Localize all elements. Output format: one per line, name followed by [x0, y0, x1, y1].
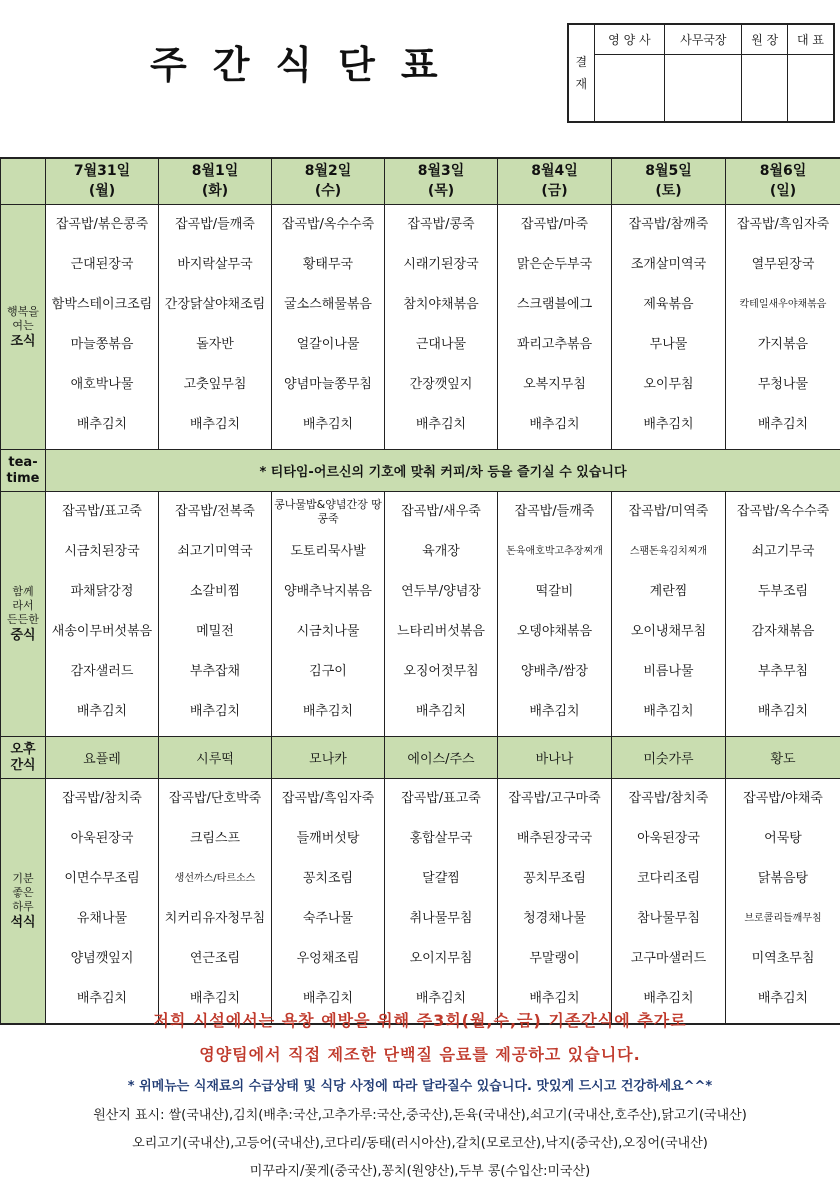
menu-item: 시래기된장국 [403, 256, 479, 272]
approval-nutritionist: 영 양 사 [594, 24, 665, 54]
menu-item: 마늘쫑볶음 [70, 336, 134, 352]
origin-line-2: 오리고기(국내산),고등어(국내산),코다리/동태(러시아산),갈치(모로코산),낙지(중국산),오징어(국내산) [132, 1136, 708, 1151]
lunch-cell [159, 491, 272, 736]
menu-item: 배추김치 [529, 703, 580, 719]
menu-item: 생선까스/타르소스 [174, 872, 256, 884]
menu-item: 숙주나물 [302, 910, 354, 926]
day-header [726, 158, 840, 204]
menu-item: 부추무침 [757, 663, 809, 679]
lunch-cell [498, 491, 612, 736]
menu-item: 배추김치 [415, 703, 467, 719]
menu-item: 배추김치 [757, 990, 809, 1006]
dinner-label [1, 778, 46, 1024]
approval-sign-nutritionist [594, 54, 665, 122]
approval-ceo: 대 표 [788, 24, 834, 54]
menu-item: 느타리버섯볶음 [397, 623, 485, 639]
snack-label-line: 간식 [10, 758, 36, 773]
menu-item: 배추된장국국 [516, 830, 593, 846]
breakfast-cell [272, 204, 385, 449]
dinner-label-main: 석식 [10, 914, 36, 930]
menu-item: 근대나물 [415, 336, 467, 352]
menu-item: 스크램블에그 [516, 296, 593, 312]
menu-item: 유채나물 [76, 910, 128, 926]
menu-item: 오이지무침 [409, 950, 473, 966]
day-date: 8월4일 [531, 163, 578, 180]
dinner-cell [498, 778, 612, 1024]
menu-item: 잡곡밥/볶은콩죽 [55, 216, 149, 232]
menu-item: 청경채나물 [523, 910, 586, 926]
dinner-row [1, 778, 840, 1024]
snack-row [1, 736, 840, 778]
breakfast-cell [726, 204, 840, 449]
protein-drink-notice-line2: 영양팀에서 직접 제조한 단백질 음료를 제공하고 있습니다. [199, 1045, 641, 1064]
menu-item: 두부조림 [757, 583, 809, 599]
menu-item: 김구이 [309, 663, 347, 679]
menu-item: 열무된장국 [751, 256, 815, 272]
menu-item: 이면수무조림 [64, 870, 140, 886]
approval-director: 원 장 [742, 24, 788, 54]
menu-item: 배추김치 [189, 990, 241, 1006]
menu-item: 양배추낙지볶음 [284, 583, 372, 599]
menu-item: 잡곡밥/표고죽 [62, 503, 142, 519]
menu-item: 감자채볶음 [751, 623, 815, 639]
menu-item: 오이무침 [643, 376, 694, 392]
menu-item: 꽈리고추볶음 [516, 336, 593, 352]
menu-item: 어묵탕 [764, 830, 802, 846]
breakfast-row [1, 204, 840, 449]
menu-item: 제육볶음 [643, 296, 694, 312]
breakfast-label-main: 조식 [10, 333, 36, 349]
day-date: 8월1일 [191, 163, 239, 180]
menu-item: 굴소스해물볶음 [284, 296, 372, 312]
dinner-cell [726, 778, 840, 1024]
menu-item: 오이냉채무침 [630, 623, 707, 639]
menu-item: 배추김치 [302, 703, 354, 719]
approval-sign-ceo [788, 54, 834, 122]
dinner-label-line: 좋은 [12, 885, 34, 899]
menu-item: 오징어젓무침 [403, 663, 479, 679]
day-header [46, 158, 159, 204]
menu-item: 참치야채볶음 [403, 296, 479, 312]
menu-item: 부추잡채 [189, 663, 241, 679]
menu-item: 배추김치 [757, 416, 809, 432]
breakfast-cell [159, 204, 272, 449]
menu-item: 잡곡밥/들깨죽 [175, 216, 255, 232]
approval-sign-secretary-general [665, 54, 742, 122]
menu-item: 계란찜 [649, 583, 688, 599]
menu-item: 잡곡밥/표고죽 [401, 790, 481, 806]
menu-item: 잡곡밥/고구마죽 [508, 790, 601, 806]
day-header [385, 158, 498, 204]
menu-item: 배추김치 [643, 703, 694, 719]
notice-section [0, 1004, 840, 1185]
lunch-label-line: 든든한 [7, 612, 39, 626]
snack-cell: 에이스/주스 [385, 736, 498, 778]
menu-item: 감자샐러드 [70, 663, 134, 679]
breakfast-label-line: 여는 [12, 318, 34, 332]
teatime-label-line: time [6, 471, 40, 486]
menu-item: 배추김치 [757, 703, 809, 719]
teatime-notice: * 티타임-어르신의 기호에 맞춰 커피/차 등을 즐기실 수 있습니다 [46, 449, 840, 491]
menu-item: 도토리묵사발 [290, 543, 366, 559]
menu-item: 얼갈이나물 [296, 336, 360, 352]
day-header [272, 158, 385, 204]
menu-item: 바지락살무국 [177, 256, 253, 272]
lunch-cell [726, 491, 840, 736]
menu-item: 시금치나물 [296, 623, 360, 639]
menu-item: 양념마늘쫑무침 [284, 376, 372, 392]
menu-item: 배추김치 [643, 990, 694, 1006]
menu-item: 잡곡밥/콩죽 [407, 216, 475, 232]
menu-item: 꽁치무조림 [523, 870, 586, 886]
menu-item: 오복지무침 [523, 376, 586, 392]
day-date: 8월3일 [417, 163, 465, 180]
menu-item: 무나물 [649, 336, 688, 352]
menu-item: 육개장 [422, 543, 460, 559]
day-weekday: (목) [427, 183, 455, 200]
menu-item: 파채닭강정 [70, 583, 134, 599]
menu-change-notice: * 위메뉴는 식재료의 수급상태 및 식당 사정에 따라 달라질수 있습니다. 맛있게 드시고 건강하세요^^* [127, 1079, 713, 1094]
menu-item: 잡곡밥/흑임자죽 [736, 216, 830, 232]
dinner-cell [46, 778, 159, 1024]
menu-item: 쇠고기미역국 [177, 543, 253, 559]
day-weekday: (일) [769, 183, 797, 200]
snack-cell: 바나나 [498, 736, 612, 778]
teatime-label-line: tea- [8, 455, 38, 470]
dinner-cell [159, 778, 272, 1024]
menu-item: 양배추/쌈장 [520, 663, 589, 679]
menu-item: 함박스테이크조림 [51, 296, 153, 312]
day-header [612, 158, 726, 204]
menu-item: 고춧잎무침 [183, 376, 247, 392]
protein-drink-notice-line1: 저희 시설에서는 욕창 예방을 위해 주3회(월,수,금) 기존간식에 추가로 [153, 1011, 687, 1030]
menu-item: 시금치된장국 [64, 543, 140, 559]
teatime-label [1, 449, 46, 491]
menu-item: 메밀전 [196, 623, 234, 639]
menu-item: 잡곡밥/흑임자죽 [281, 790, 375, 806]
menu-item: 배추김치 [415, 990, 467, 1006]
breakfast-cell [498, 204, 612, 449]
menu-item: 양념깻잎지 [70, 950, 134, 966]
menu-item: 돌자반 [196, 336, 234, 352]
menu-item: 연근조림 [189, 950, 241, 966]
menu-item: 참나물무침 [637, 910, 700, 926]
menu-item: 잡곡밥/참치죽 [628, 790, 709, 806]
dinner-label-line: 하루 [12, 899, 34, 913]
origin-line-1: 원산지 표시: 쌀(국내산),김치(배추:국산,고추가루:국산,중국산),돈육(국내산),쇠고기(국내산,호주산),닭고기(국내산) [93, 1108, 747, 1123]
day-header [498, 158, 612, 204]
menu-item: 오뎅야채볶음 [516, 623, 593, 639]
day-date: 8월2일 [304, 163, 352, 180]
corner-cell [1, 158, 46, 204]
menu-item: 배추김치 [529, 990, 580, 1006]
menu-item: 우엉채조림 [296, 950, 360, 966]
menu-item: 배추김치 [643, 416, 694, 432]
breakfast-cell [46, 204, 159, 449]
menu-item: 잡곡밥/야채죽 [743, 790, 823, 806]
menu-item: 홍합살무국 [409, 830, 473, 846]
menu-item: 코다리조림 [637, 870, 700, 886]
teatime-row [1, 449, 840, 491]
menu-item: 잡곡밥/들깨죽 [514, 503, 595, 519]
lunch-row [1, 491, 840, 736]
menu-item: 배추김치 [189, 416, 241, 432]
menu-item: 잡곡밥/옥수수죽 [736, 503, 830, 519]
menu-item: 배추김치 [76, 703, 128, 719]
approval-secretary-general: 사무국장 [665, 24, 742, 54]
dinner-cell [612, 778, 726, 1024]
lunch-label [1, 491, 46, 736]
menu-item: 연두부/양념장 [401, 583, 481, 599]
menu-item: 새송이무버섯볶음 [51, 623, 153, 639]
lunch-cell [612, 491, 726, 736]
menu-item: 들깨버섯탕 [296, 830, 360, 846]
menu-item: 크림스프 [189, 830, 241, 846]
breakfast-label-line: 행복을 [7, 304, 39, 318]
day-date: 7월31일 [73, 163, 131, 180]
page-title: 주간식단표 [150, 43, 464, 87]
menu-item: 칵테일새우야채볶음 [739, 298, 827, 310]
menu-item: 닭볶음탕 [757, 870, 809, 886]
menu-item: 배추김치 [76, 416, 128, 432]
menu-item: 황태무국 [302, 256, 354, 272]
menu-item: 돈육애호박고추장찌개 [506, 545, 603, 557]
day-header-row [1, 158, 840, 204]
menu-item: 아욱된장국 [70, 830, 134, 846]
breakfast-cell [612, 204, 726, 449]
snack-cell: 미숫가루 [612, 736, 726, 778]
menu-item: 치커리유자청무침 [164, 910, 266, 926]
menu-item: 고구마샐러드 [630, 950, 707, 966]
menu-item: 잡곡밥/마죽 [520, 216, 589, 232]
day-header [159, 158, 272, 204]
menu-item: 간장닭살야채조림 [164, 296, 266, 312]
snack-cell: 시루떡 [159, 736, 272, 778]
menu-item: 맑은순두부국 [516, 256, 593, 272]
menu-item: 잡곡밥/참치죽 [62, 790, 142, 806]
menu-item: 미역초무침 [751, 950, 815, 966]
menu-item: 배추김치 [189, 703, 241, 719]
menu-item: 떡갈비 [535, 583, 574, 599]
day-date: 8월5일 [645, 163, 692, 180]
approval-side-label-2: 재 [575, 77, 588, 91]
menu-item: 배추김치 [529, 416, 580, 432]
menu-item: 배추김치 [415, 416, 467, 432]
snack-cell: 모나카 [272, 736, 385, 778]
menu-item: 스팸돈육김치찌개 [629, 545, 708, 557]
menu-item: 조개살미역국 [630, 256, 707, 272]
menu-item: 비름나물 [643, 663, 694, 679]
menu-item: 브로콜리들깨무침 [744, 912, 822, 924]
menu-item: 가지볶음 [757, 336, 809, 352]
menu-item: 배추김치 [76, 990, 128, 1006]
menu-item: 무청나물 [757, 376, 809, 392]
day-weekday: (수) [314, 183, 342, 200]
approval-side-label [568, 24, 594, 122]
menu-item: 아욱된장국 [637, 830, 700, 846]
lunch-label-main: 중식 [10, 627, 36, 643]
menu-item: 취나물무침 [409, 910, 473, 926]
day-weekday: (월) [88, 183, 116, 200]
lunch-label-line: 라서 [12, 598, 34, 612]
menu-item: 무말랭이 [529, 950, 580, 966]
menu-item: 배추김치 [302, 990, 354, 1006]
menu-item: 잡곡밥/전복죽 [175, 503, 255, 519]
snack-cell: 황도 [726, 736, 840, 778]
dinner-cell [272, 778, 385, 1024]
menu-item: 꽁치조림 [302, 870, 354, 886]
menu-item: 잡곡밥/단호박죽 [168, 790, 262, 806]
lunch-cell [272, 491, 385, 736]
day-weekday: (화) [201, 183, 229, 200]
approval-box [567, 23, 835, 123]
weekly-menu-table [0, 157, 840, 1025]
snack-label-line: 오후 [10, 742, 36, 757]
dinner-cell [385, 778, 498, 1024]
menu-item: 콩나물밥&양념간장 땅콩죽 [274, 497, 382, 525]
menu-item: 잡곡밥/참깨죽 [628, 216, 709, 232]
snack-cell: 요플레 [46, 736, 159, 778]
menu-item: 달걀찜 [422, 870, 460, 886]
dinner-label-line: 기분 [12, 871, 34, 885]
day-date: 8월6일 [759, 163, 807, 180]
menu-item: 배추김치 [302, 416, 354, 432]
menu-item: 잡곡밥/새우죽 [401, 503, 481, 519]
day-weekday: (토) [655, 183, 682, 200]
lunch-cell [46, 491, 159, 736]
menu-item: 쇠고기무국 [751, 543, 815, 559]
breakfast-cell [385, 204, 498, 449]
snack-label [1, 736, 46, 778]
menu-item: 간장깻잎지 [409, 376, 473, 392]
menu-item: 잡곡밥/옥수수죽 [281, 216, 375, 232]
day-weekday: (금) [541, 183, 568, 200]
origin-line-3: 미꾸라지/꽃게(중국산),꽁치(원양산),두부 콩(수입산:미국산) [249, 1164, 591, 1179]
breakfast-label [1, 204, 46, 449]
approval-side-label-1: 결 [575, 55, 588, 69]
menu-item: 애호박나물 [70, 376, 134, 392]
menu-item: 소갈비찜 [189, 583, 241, 599]
approval-sign-director [742, 54, 788, 122]
lunch-label-line: 함께 [12, 584, 34, 598]
menu-item: 근대된장국 [70, 256, 134, 272]
menu-item: 잡곡밥/미역죽 [628, 503, 709, 519]
lunch-cell [385, 491, 498, 736]
